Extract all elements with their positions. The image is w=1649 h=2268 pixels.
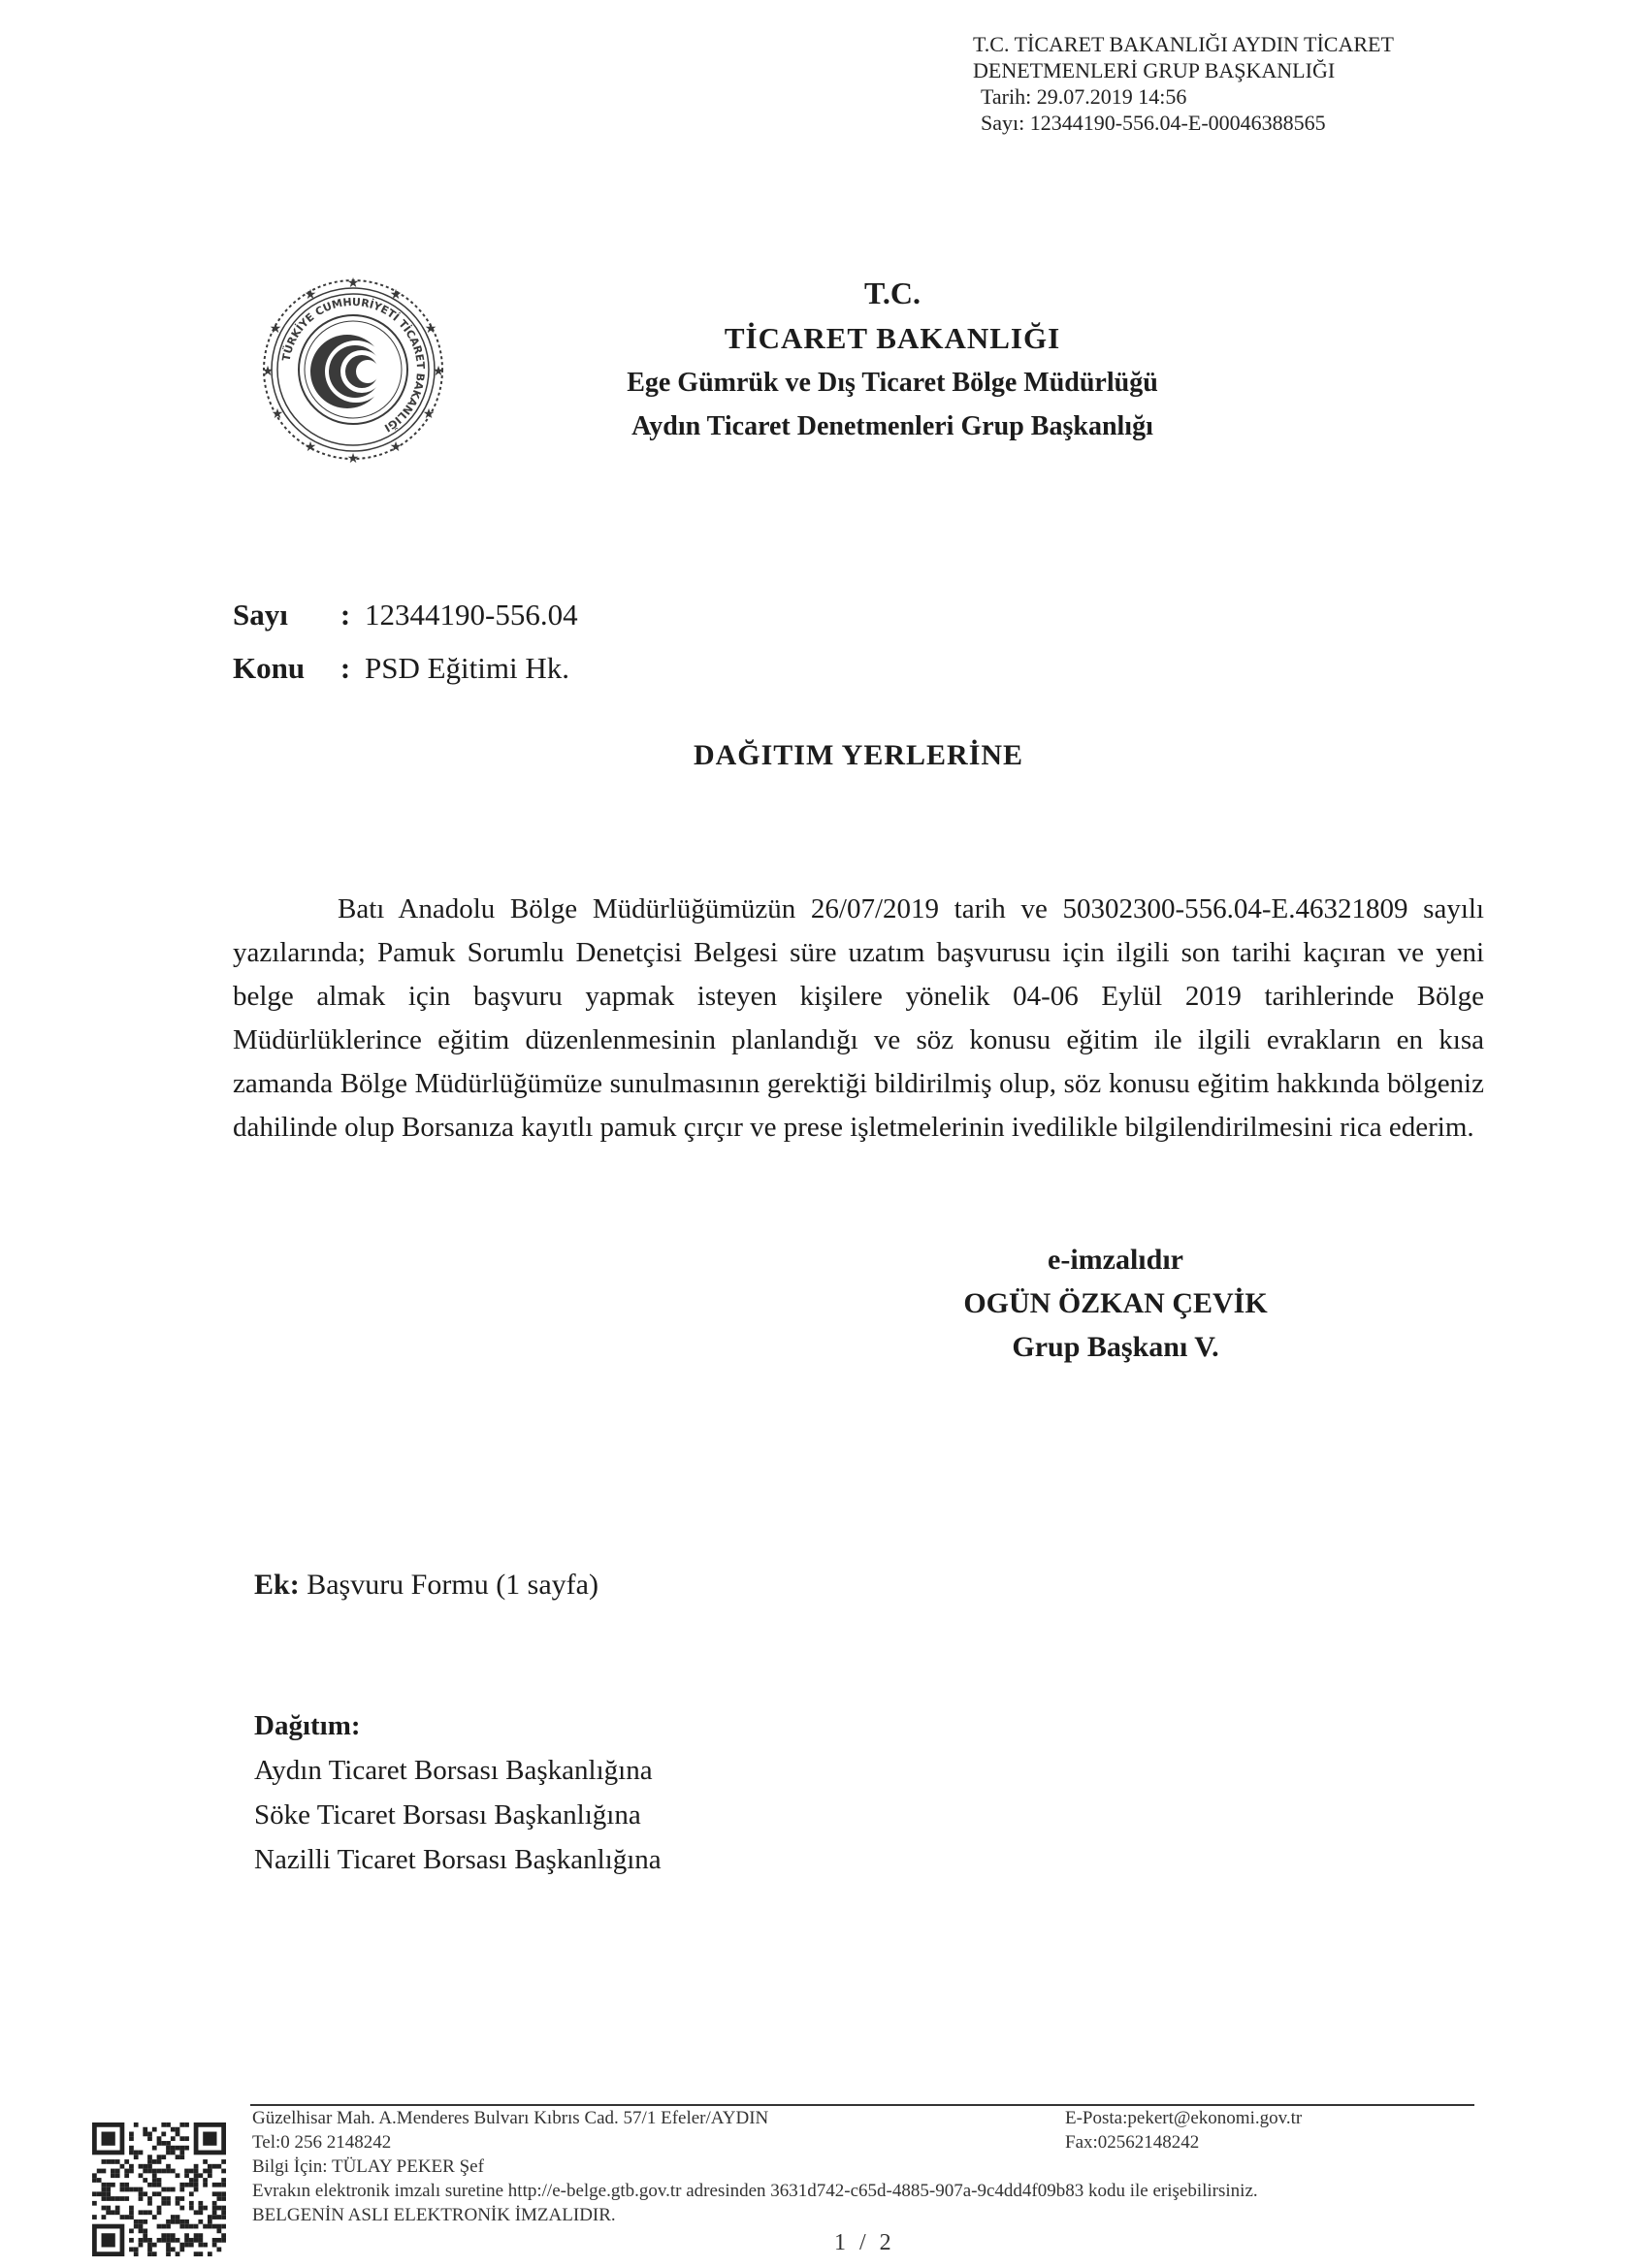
distribution-title: Dağıtım: (254, 1710, 361, 1741)
footer-fax: Fax:02562148242 (1065, 2132, 1200, 2153)
attachment-label: Ek: (254, 1569, 300, 1601)
footer-original-note: BELGENİN ASLI ELEKTRONİK İMZALIDIR. (252, 2205, 616, 2225)
attachment-line (254, 1569, 598, 1602)
document-meta (233, 588, 578, 695)
signer-title: Grup Başkanı V. (1012, 1331, 1219, 1363)
svg-text:★: ★ (424, 321, 437, 337)
footer-email[interactable]: E-Posta:pekert@ekonomi.gov.tr (1065, 2108, 1303, 2128)
recipient-heading: DAĞITIM YERLERİNE (693, 739, 1024, 771)
svg-text:★: ★ (389, 287, 403, 303)
list-item: Söke Ticaret Borsası Başkanlığına (254, 1799, 641, 1831)
header-tc: T.C. (863, 275, 922, 310)
konu-label: Konu (233, 651, 306, 685)
svg-text:★: ★ (261, 364, 275, 379)
svg-text:★: ★ (269, 321, 282, 337)
sayi-label: Sayı (233, 598, 288, 632)
stamp-date: Tarih: 29.07.2019 14:56 (981, 84, 1187, 109)
stamp-line-2: DENETMENLERİ GRUP BAŞKANLIĞI (973, 58, 1336, 82)
qr-code-icon (92, 2122, 226, 2256)
list-item: Aydın Ticaret Borsası Başkanlığına (254, 1755, 653, 1786)
footer-verify: Evrakın elektronik imzalı suretine http://e-belge.gtb.gov.tr adresinden 3631d742-c65d-4885-907a-9c4dd4f09b83 kodu ile erişebilirsiniz. (252, 2181, 1258, 2201)
svg-text:★: ★ (346, 451, 360, 465)
svg-text:★: ★ (304, 439, 317, 455)
svg-text:★: ★ (304, 287, 317, 303)
page-number: 1 / 2 (834, 2230, 895, 2255)
sayi-value: 12344190-556.04 (365, 598, 578, 632)
attachment-value: Başvuru Formu (1 sayfa) (307, 1569, 598, 1601)
distribution-list (254, 1703, 662, 1882)
header-directorate: Ege Gümrük ve Dış Ticaret Bölge Müdürlüğü (627, 368, 1158, 398)
svg-text:★: ★ (422, 406, 436, 422)
e-signature-note: e-imzalıdır (1048, 1244, 1183, 1276)
konu-colon: : (340, 651, 351, 685)
letterhead (407, 270, 1377, 448)
footer-info: Bilgi İçin: TÜLAY PEKER Şef (252, 2156, 484, 2177)
header-group: Aydın Ticaret Denetmenleri Grup Başkanlığı (631, 411, 1153, 441)
footer (252, 2106, 1302, 2227)
footer-address: Güzelhisar Mah. A.Menderes Bulvarı Kıbrıs Cad. 57/1 Efeler/AYDIN (252, 2108, 769, 2128)
registry-stamp (973, 31, 1394, 136)
header-ministry: TİCARET BAKANLIĞI (724, 321, 1061, 355)
svg-text:★: ★ (271, 406, 284, 422)
svg-text:★: ★ (346, 275, 360, 291)
signer-name: OGÜN ÖZKAN ÇEVİK (963, 1287, 1268, 1319)
signature-block (960, 1238, 1271, 1369)
konu-value: PSD Eğitimi Hk. (365, 651, 570, 685)
list-item: Nazilli Ticaret Borsası Başkanlığına (254, 1844, 662, 1875)
svg-text:★: ★ (389, 439, 403, 455)
stamp-line-1: T.C. TİCARET BAKANLIĞI AYDIN TİCARET (973, 32, 1394, 56)
svg-text:★: ★ (432, 364, 445, 379)
footer-tel: Tel:0 256 2148242 (252, 2132, 392, 2153)
sayi-colon: : (340, 598, 351, 632)
stamp-number: Sayı: 12344190-556.04-E-00046388565 (981, 111, 1326, 135)
letter-body: Batı Anadolu Bölge Müdürlüğümüzün 26/07/2019 tarih ve 50302300-556.04-E.46321809 sayılı yazılarında; Pamuk Sorumlu Denetçisi Belgesi süre uzatım başvurusu için ilgili son tarihi kaçıran ve yeni belge almak için başvuru yapmak isteyen kişilere yönelik 04-06 Eylül 2019 tarihlerinde Bölge Müdürlüklerince eğitim düzenlenmesinin planlandığı ve söz konusu eğitim ile ilgili evrakların en kısa zamanda Bölge Müdürlüğümüze sunulmasının gerektiği bildirilmiş olup, söz konusu eğitim hakkında bölgeniz dahilinde olup Borsanıza kayıtlı pamuk çırçır ve prese işletmelerinin ivedilikle bilgilendirilmesini rica ederim. (233, 893, 1484, 1143)
seal-ring-text: TÜRKİYE CUMHURİYETİ TİCARET BAKANLIĞI (279, 295, 428, 435)
